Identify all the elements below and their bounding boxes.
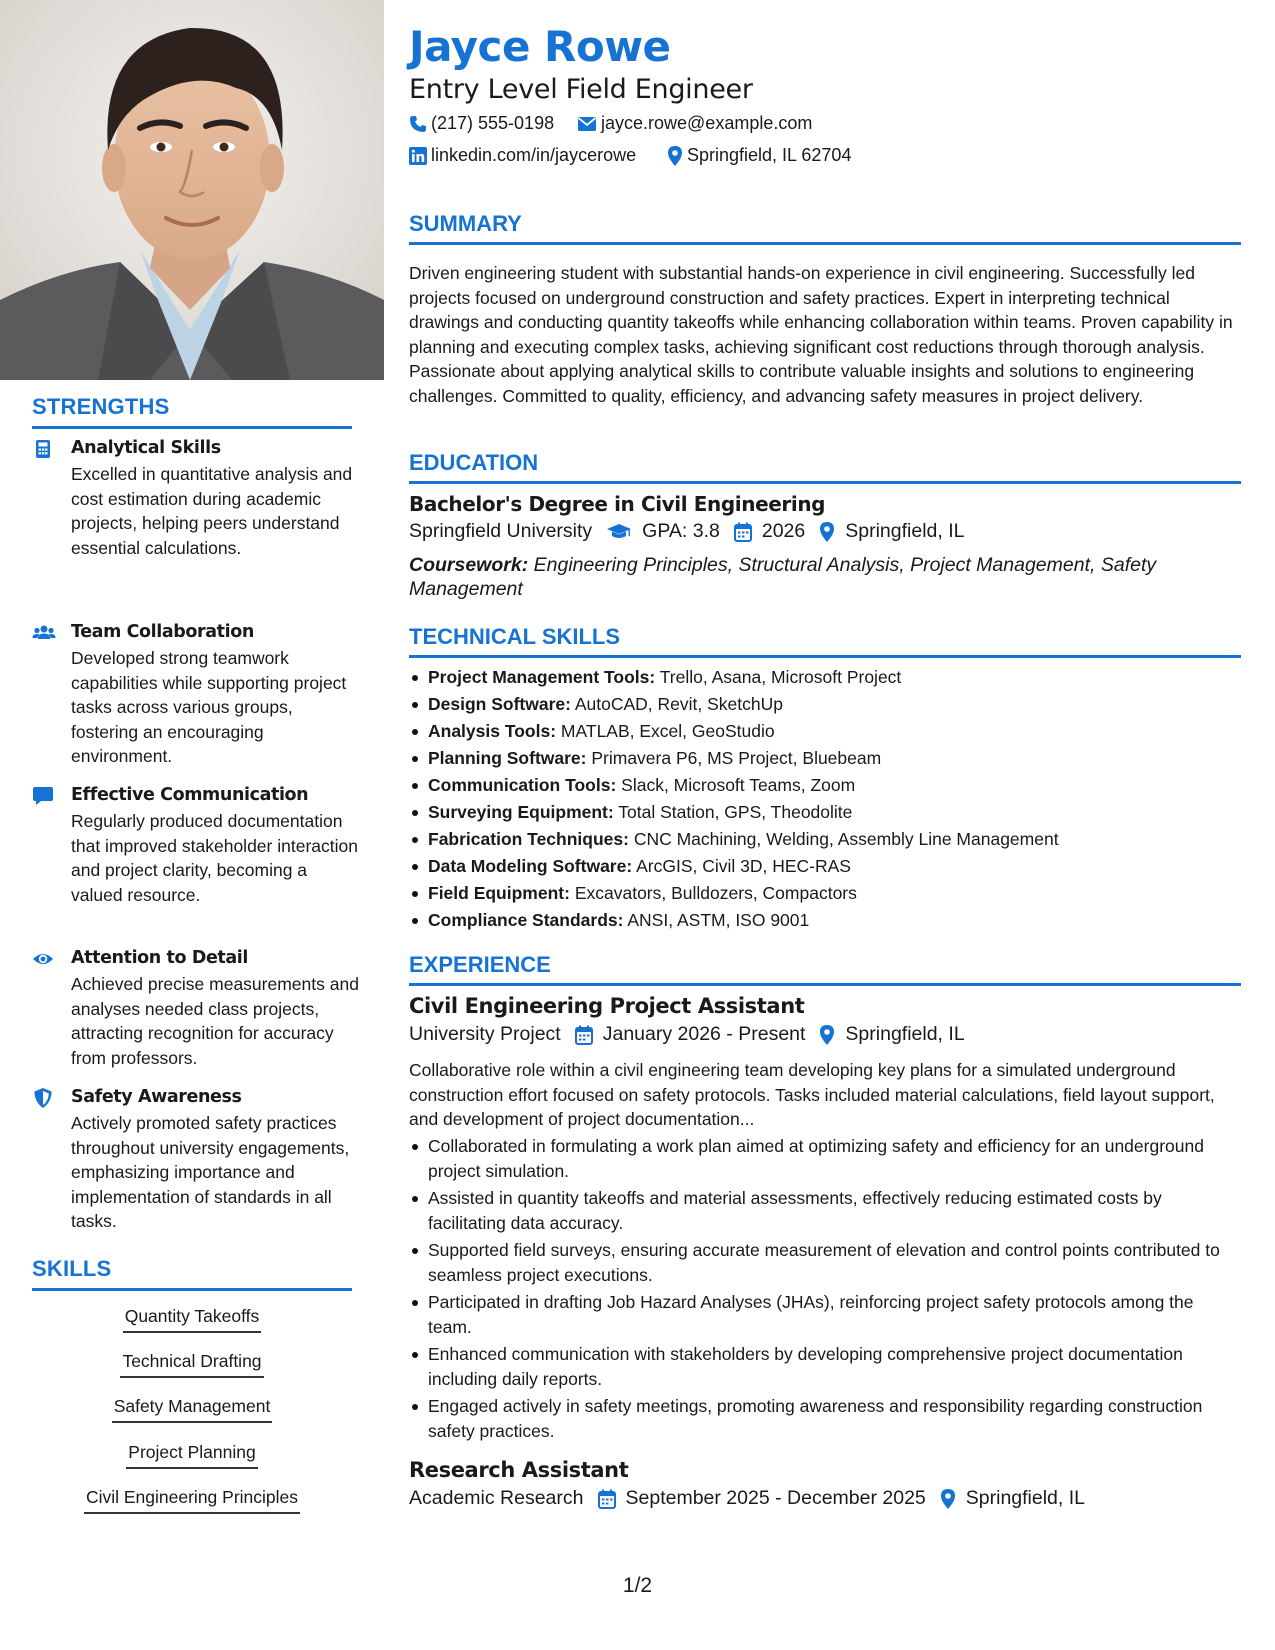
strength-description: Developed strong teamwork capabilities while supporting project tasks across various groups, fostering an encouraging environment.: [71, 648, 347, 766]
email-contact[interactable]: jayce.rowe@example.com: [577, 113, 812, 134]
job-achievements: [409, 1134, 1241, 1446]
summary-text: Driven engineering student with substantial hands-on experience in civil engineering. Successfully led projects focused on underground construction and safety practices. Expert in interpreting technical drawings and conducting quantity takeoffs while enhancing collaboration within teams. Proven capability in planning and executing complex tasks, achieving significant cost reductions through thorough analysis. Passionate about applying analytical skills to contribute valuable insights and solutions to engineering challenges. Committed to quality, efficiency, and advancing safety measures in project delivery.: [409, 263, 1233, 406]
comment-icon: [32, 785, 54, 807]
school-name: Springfield University: [409, 520, 593, 542]
users-icon: [32, 622, 54, 644]
job-title: Research Assistant: [409, 1458, 629, 1482]
phone-icon: [409, 115, 427, 133]
strength-title: Analytical Skills: [71, 438, 221, 458]
list-item: Engaged actively in safety meetings, promoting awareness and responsibility regarding construction safety practices.: [409, 1394, 1241, 1443]
calendar-icon: [598, 1489, 616, 1509]
calculator-icon: [32, 438, 54, 460]
map-pin-icon: [940, 1489, 956, 1509]
skill-tag: Quantity Takeoffs: [32, 1306, 352, 1333]
location-contact: Springfield, IL 62704: [667, 145, 851, 166]
main-content: [409, 0, 1241, 1650]
coursework: [409, 553, 1241, 601]
coursework-list: Engineering Principles, Structural Analysis, Project Management, Safety Management: [409, 554, 1157, 600]
map-pin-icon: [819, 522, 835, 542]
map-pin-icon: [667, 146, 683, 166]
job-title: Civil Engineering Project Assistant: [409, 994, 805, 1018]
candidate-role: Entry Level Field Engineer: [409, 74, 753, 105]
job-location: Springfield, IL: [845, 1023, 965, 1045]
list-item: Project Management Tools: Trello, Asana, Microsoft Project: [409, 664, 1241, 691]
experience-heading: EXPERIENCE: [409, 952, 1241, 986]
skill-tag: Technical Drafting: [32, 1351, 352, 1378]
phone-contact[interactable]: (217) 555-0198: [409, 113, 554, 134]
list-item: Surveying Equipment: Total Station, GPS, Theodolite: [409, 799, 1241, 826]
school-location: Springfield, IL: [845, 520, 965, 542]
page-number: 1/2: [622, 1574, 653, 1597]
job-organization: Academic Research: [409, 1487, 584, 1509]
skill-tag: Project Planning: [32, 1442, 352, 1469]
skills-heading: SKILLS: [32, 1256, 352, 1291]
linkedin-icon: [409, 147, 427, 165]
skill-tag: Safety Management: [32, 1396, 352, 1423]
job-meta: [409, 1487, 1085, 1510]
list-item: Analysis Tools: MATLAB, Excel, GeoStudio: [409, 718, 1241, 745]
job-location: Springfield, IL: [965, 1487, 1086, 1509]
strength-title: Effective Communication: [71, 785, 309, 805]
gpa: GPA: 3.8: [642, 520, 720, 542]
list-item: Field Equipment: Excavators, Bulldozers, Compactors: [409, 880, 1241, 907]
calendar-icon: [734, 522, 752, 542]
list-item: Compliance Standards: ANSI, ASTM, ISO 9001: [409, 907, 1241, 934]
sidebar: [0, 0, 384, 1650]
envelope-icon: [577, 116, 597, 132]
list-item: Planning Software: Primavera P6, MS Project, Bluebeam: [409, 745, 1241, 772]
technical-skills-heading: TECHNICAL SKILLS: [409, 624, 1241, 658]
list-item: Design Software: AutoCAD, Revit, SketchUp: [409, 691, 1241, 718]
strength-description: Excelled in quantitative analysis and cost estimation during academic projects, helping peers understand essential calculations.: [71, 464, 353, 558]
degree-title: Bachelor's Degree in Civil Engineering: [409, 492, 826, 516]
list-item: Enhanced communication with stakeholders by developing comprehensive project documentation including daily reports.: [409, 1342, 1241, 1391]
list-item: Data Modeling Software: ArcGIS, Civil 3D, HEC-RAS: [409, 853, 1241, 880]
graduation-year: 2026: [761, 520, 806, 542]
profile-photo: [0, 0, 384, 380]
strength-title: Safety Awareness: [71, 1087, 242, 1107]
technical-skills-list: [409, 664, 1241, 934]
job-description: Collaborative role within a civil engineering team developing key plans for a simulated underground construction effort focused on safety protocols. Tasks included material calculations, field layout support, and development of project documentation...: [409, 1060, 1215, 1129]
coursework-label: Coursework:: [409, 554, 529, 576]
list-item: Assisted in quantity takeoffs and material assessments, effectively reducing estimated costs by facilitating data accuracy.: [409, 1186, 1241, 1235]
job-meta: [409, 1023, 965, 1046]
job-organization: University Project: [409, 1023, 561, 1045]
strength-description: Actively promoted safety practices throughout university engagements, emphasizing importance and implementation of standards in all tasks.: [71, 1113, 350, 1231]
strengths-heading: STRENGTHS: [32, 394, 352, 429]
eye-icon: [32, 948, 54, 970]
list-item: Participated in drafting Job Hazard Analyses (JHAs), reinforcing project safety protocols among the team.: [409, 1290, 1241, 1339]
strength-description: Achieved precise measurements and analyses needed class projects, attracting recognition for accuracy from professors.: [71, 974, 359, 1068]
strength-title: Attention to Detail: [71, 948, 248, 968]
job-dates: September 2025 - December 2025: [625, 1487, 926, 1509]
summary-heading: SUMMARY: [409, 211, 1241, 245]
shield-icon: [32, 1087, 54, 1109]
linkedin-contact[interactable]: linkedin.com/in/jaycerowe: [409, 145, 636, 166]
list-item: Fabrication Techniques: CNC Machining, Welding, Assembly Line Management: [409, 826, 1241, 853]
job-dates: January 2026 - Present: [602, 1023, 806, 1045]
strength-description: Regularly produced documentation that improved stakeholder interaction and project clarity, becoming a valued resource.: [71, 811, 358, 905]
list-item: Supported field surveys, ensuring accurate measurement of elevation and control points contributed to seamless project executions.: [409, 1238, 1241, 1287]
list-item: Collaborated in formulating a work plan aimed at optimizing safety and efficiency for an underground project simulation.: [409, 1134, 1241, 1183]
list-item: Communication Tools: Slack, Microsoft Teams, Zoom: [409, 772, 1241, 799]
graduation-cap-icon: [606, 523, 632, 541]
candidate-name: Jayce Rowe: [409, 22, 671, 71]
education-heading: EDUCATION: [409, 450, 1241, 484]
calendar-icon: [575, 1025, 593, 1045]
map-pin-icon: [819, 1025, 835, 1045]
skill-tag: Civil Engineering Principles: [32, 1487, 352, 1514]
education-meta: [409, 520, 964, 543]
strength-title: Team Collaboration: [71, 622, 254, 642]
